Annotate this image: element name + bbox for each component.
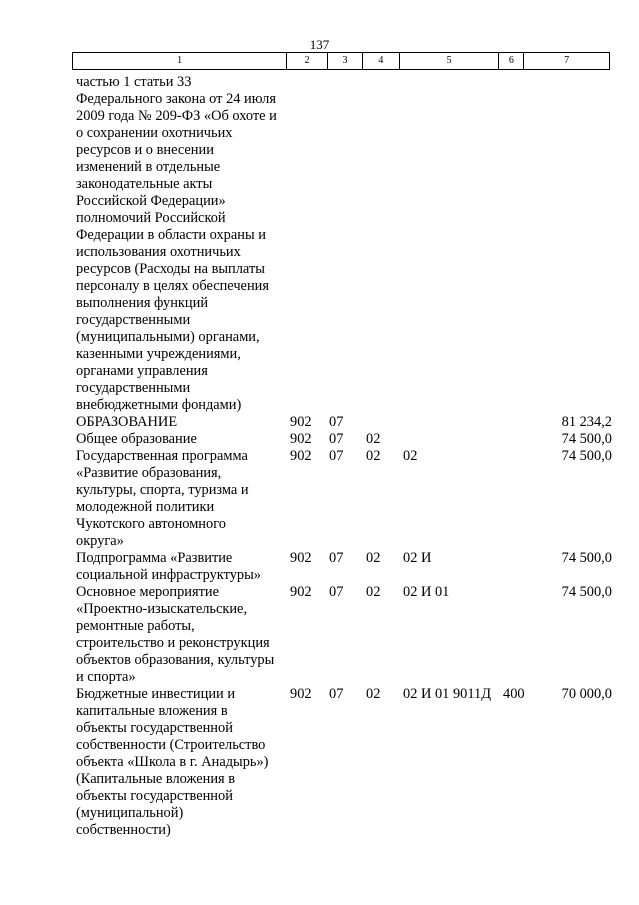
row-code-expense-type: 400 bbox=[503, 686, 525, 702]
row-code-gov: 902 bbox=[290, 686, 312, 702]
table-row bbox=[76, 74, 612, 414]
description-line: о сохранении охотничьих bbox=[76, 125, 233, 141]
row-code-target: 02 bbox=[403, 448, 418, 464]
description-line: казенными учреждениями, bbox=[76, 346, 241, 362]
description-line: «Развитие образования, bbox=[76, 465, 222, 481]
row-amount: 74 500,0 bbox=[561, 431, 612, 447]
description-line: капитальные вложения в bbox=[76, 703, 228, 719]
description-line: Чукотского автономного bbox=[76, 516, 226, 532]
description-line: Федерального закона от 24 июля bbox=[76, 91, 276, 107]
header-col-7: 7 bbox=[523, 53, 609, 69]
description-line: объекты государственной bbox=[76, 788, 233, 804]
description-line: Государственная программа bbox=[76, 448, 248, 464]
row-code-target: 02 И bbox=[403, 550, 432, 566]
row-description bbox=[76, 448, 290, 550]
table-row bbox=[76, 431, 612, 448]
description-line: округа» bbox=[76, 533, 124, 549]
row-code-subsection: 02 bbox=[366, 431, 381, 447]
description-line: ОБРАЗОВАНИЕ bbox=[76, 414, 178, 430]
header-col-1: 1 bbox=[177, 55, 183, 66]
row-description bbox=[76, 686, 290, 839]
description-line: Бюджетные инвестиции и bbox=[76, 686, 236, 702]
description-line: ресурсов и о внесении bbox=[76, 142, 214, 158]
row-code-subsection: 02 bbox=[366, 686, 381, 702]
description-line: выполнения функций bbox=[76, 295, 209, 311]
row-code-subsection: 02 bbox=[366, 550, 381, 566]
table-row bbox=[76, 550, 612, 584]
description-line: собственности (Строительство bbox=[76, 737, 266, 753]
description-line: (муниципальными) органами, bbox=[76, 329, 260, 345]
table-row bbox=[76, 686, 612, 839]
row-code-subsection: 02 bbox=[366, 448, 381, 464]
row-description bbox=[76, 431, 290, 448]
row-code-gov: 902 bbox=[290, 431, 312, 447]
row-description bbox=[76, 74, 290, 414]
description-line: и спорта» bbox=[76, 669, 136, 685]
row-amount: 74 500,0 bbox=[561, 584, 612, 600]
description-line: объекты государственной bbox=[76, 720, 233, 736]
header-col-4: 4 bbox=[362, 53, 399, 69]
header-col-2: 2 bbox=[286, 53, 327, 69]
description-line: (муниципальной) bbox=[76, 805, 184, 821]
description-line: (Капитальные вложения в bbox=[76, 771, 236, 787]
row-code-section: 07 bbox=[329, 686, 344, 702]
description-line: строительство и реконструкция bbox=[76, 635, 270, 651]
description-line: Общее образование bbox=[76, 431, 197, 447]
table-row bbox=[76, 584, 612, 686]
description-line: внебюджетными фондами) bbox=[76, 397, 242, 413]
row-amount: 81 234,2 bbox=[561, 414, 612, 430]
description-line: «Проектно-изыскательские, bbox=[76, 601, 248, 617]
page-number: 137 bbox=[309, 37, 330, 52]
description-line: государственными bbox=[76, 312, 191, 328]
description-line: государственными bbox=[76, 380, 191, 396]
row-code-gov: 902 bbox=[290, 550, 312, 566]
description-line: молодежной политики bbox=[76, 499, 215, 515]
row-amount: 74 500,0 bbox=[561, 550, 612, 566]
description-line: культуры, спорта, туризма и bbox=[76, 482, 249, 498]
table-header bbox=[72, 52, 610, 70]
description-line: использования охотничьих bbox=[76, 244, 241, 260]
description-line: собственности) bbox=[76, 822, 171, 838]
row-code-section: 07 bbox=[329, 584, 344, 600]
header-col-3: 3 bbox=[327, 53, 362, 69]
row-code-gov: 902 bbox=[290, 414, 312, 430]
row-code-section: 07 bbox=[329, 550, 344, 566]
header-col-5: 5 bbox=[399, 53, 499, 69]
description-line: объекта «Школа в г. Анадырь») bbox=[76, 754, 269, 770]
table-row bbox=[76, 448, 612, 550]
row-code-subsection: 02 bbox=[366, 584, 381, 600]
header-col-6: 6 bbox=[498, 53, 523, 69]
row-code-gov: 902 bbox=[290, 448, 312, 464]
description-line: полномочий Российской bbox=[76, 210, 226, 226]
table-row bbox=[76, 414, 612, 431]
row-code-section: 07 bbox=[329, 431, 344, 447]
row-code-target: 02 И 01 bbox=[403, 584, 450, 600]
description-line: ремонтные работы, bbox=[76, 618, 195, 634]
row-code-gov: 902 bbox=[290, 584, 312, 600]
description-line: законодательные акты bbox=[76, 176, 213, 192]
row-code-section: 07 bbox=[329, 414, 344, 430]
description-line: изменений в отдельные bbox=[76, 159, 221, 175]
description-line: Российской Федерации» bbox=[76, 193, 226, 209]
row-code-target: 02 И 01 9011Д bbox=[403, 686, 492, 702]
row-description bbox=[76, 414, 290, 431]
description-line: органами управления bbox=[76, 363, 208, 379]
description-line: персоналу в целях обеспечения bbox=[76, 278, 269, 294]
row-description bbox=[76, 550, 290, 584]
row-code-section: 07 bbox=[329, 448, 344, 464]
description-line: объектов образования, культуры bbox=[76, 652, 275, 668]
description-line: частью 1 статьи 33 bbox=[76, 74, 192, 90]
description-line: ресурсов (Расходы на выплаты bbox=[76, 261, 265, 277]
row-description bbox=[76, 584, 290, 686]
description-line: социальной инфраструктуры» bbox=[76, 567, 261, 583]
description-line: Основное мероприятие bbox=[76, 584, 220, 600]
table-body bbox=[76, 74, 612, 839]
description-line: Федерации в области охраны и bbox=[76, 227, 266, 243]
row-amount: 74 500,0 bbox=[561, 448, 612, 464]
description-line: 2009 года № 209-ФЗ «Об охоте и bbox=[76, 108, 277, 124]
description-line: Подпрограмма «Развитие bbox=[76, 550, 233, 566]
row-amount: 70 000,0 bbox=[561, 686, 612, 702]
